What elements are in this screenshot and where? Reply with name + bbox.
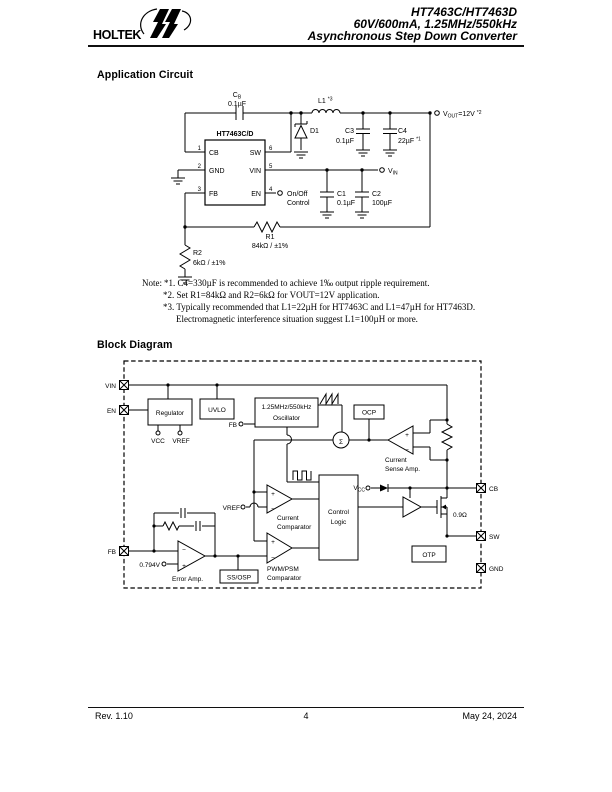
mosfet-body-arrow bbox=[442, 505, 447, 510]
gate-driver-triangle bbox=[403, 497, 421, 517]
r1-value: 84kΩ / ±1% bbox=[251, 243, 289, 250]
header-rule bbox=[88, 45, 524, 47]
pin3-label: FB bbox=[209, 191, 218, 198]
r2-value: 6kΩ / ±1% bbox=[193, 260, 226, 267]
r1-label: R1 bbox=[265, 234, 275, 241]
current-comparator-label-line2: Comparator bbox=[277, 524, 312, 531]
pin4-number: 4 bbox=[269, 187, 273, 193]
c4-label: C4 bbox=[398, 128, 407, 135]
ea-plus: + bbox=[182, 563, 186, 570]
en-control-line2: Control bbox=[287, 200, 310, 207]
pin2-label: GND bbox=[209, 168, 225, 175]
diode-label: D1 bbox=[310, 128, 319, 135]
ss-osp-label: SS/OSP bbox=[226, 574, 252, 582]
pin-fb bbox=[120, 547, 129, 556]
pwm-psm-comparator-label-line1: PWM/PSM bbox=[267, 566, 299, 573]
inductor-label: L1 $^{*3}$ bbox=[318, 96, 333, 105]
vcc-diode-terminal bbox=[366, 486, 370, 490]
regulator-label: Regulator bbox=[155, 410, 185, 417]
header-spec-line: 60V/600mA, 1.25MHz/550kHz bbox=[353, 17, 517, 31]
capacitor-c1-plates bbox=[320, 192, 334, 197]
c2-label: C2 bbox=[372, 191, 381, 198]
bootstrap-diode bbox=[380, 484, 388, 492]
csa-plus: + bbox=[405, 432, 409, 439]
pwm-plus: + bbox=[271, 539, 275, 546]
feedback-resistor bbox=[163, 522, 179, 530]
vcc-diode-label: $V_{CC}$ bbox=[353, 485, 365, 494]
ea-minus: − bbox=[182, 547, 186, 554]
vcc-out-terminal bbox=[156, 431, 160, 435]
ic-name: HT7463C/D bbox=[216, 131, 254, 138]
vref-out-terminal bbox=[178, 431, 182, 435]
pin-en bbox=[120, 406, 129, 415]
pin1-label: CB bbox=[209, 150, 219, 157]
note-2: *2. Set R1=84kΩ and R2=6kΩ for VOUT=12V application. bbox=[163, 290, 380, 300]
square-wave-icon bbox=[293, 471, 311, 480]
pin-cb bbox=[477, 484, 486, 493]
pin-vin bbox=[120, 381, 129, 390]
c2-value: 100µF bbox=[372, 200, 392, 207]
pin2-number: 2 bbox=[197, 164, 201, 170]
pin-cb-label: CB bbox=[489, 486, 499, 493]
ocp-label: OCP bbox=[361, 409, 377, 417]
feedback-cap-plates bbox=[181, 508, 200, 531]
footer-rule bbox=[88, 707, 524, 708]
c3-label: C3 bbox=[345, 128, 354, 135]
current-sense-amp-label-line2: Sense Amp. bbox=[385, 466, 421, 473]
error-amp-label: Error Amp. bbox=[172, 576, 204, 583]
pwm-minus: − bbox=[271, 555, 275, 562]
header-subtitle: Asynchronous Step Down Converter bbox=[307, 29, 517, 43]
vin-terminal bbox=[380, 168, 385, 173]
capacitor-c3-plates bbox=[356, 129, 370, 134]
oscillator-label-line1: 1.25MHz/550kHz bbox=[261, 404, 312, 411]
block-diagram bbox=[95, 355, 515, 595]
pin4-label: EN bbox=[251, 191, 261, 198]
footer-page-number: 4 bbox=[303, 711, 309, 721]
c1-value: 0.1µF bbox=[337, 200, 356, 207]
note-1: *1. C4=330µF is recommended to achieve 1‰ output ripple requirement. bbox=[164, 278, 430, 288]
oscillator-label-line2: Oscillator bbox=[272, 415, 301, 422]
holtek-logo bbox=[88, 5, 200, 47]
fb-osc-terminal bbox=[239, 422, 243, 426]
c1-label: C1 bbox=[337, 191, 346, 198]
en-terminal bbox=[278, 191, 283, 196]
sense-resistor bbox=[442, 424, 452, 450]
inductor-l1 bbox=[312, 110, 340, 113]
vout-terminal bbox=[435, 111, 440, 116]
sigma-symbol: Σ bbox=[338, 439, 344, 446]
c4-value: 22µF $^{*1}$ bbox=[398, 136, 421, 145]
pin-fb-label: FB bbox=[107, 549, 116, 556]
pin-gnd bbox=[477, 564, 486, 573]
resistor-r1 bbox=[254, 222, 280, 232]
application-circuit-diagram bbox=[85, 88, 545, 293]
en-control-line1: On/Off bbox=[287, 191, 308, 198]
note-3: *3. Typically recommended that L1=22µH for HT7463C and L1=47µH for HT7463D. bbox=[163, 302, 476, 312]
resistor-r2 bbox=[180, 245, 190, 269]
csa-minus: − bbox=[405, 447, 409, 454]
notes bbox=[142, 277, 552, 325]
pin3-number: 3 bbox=[197, 187, 201, 193]
current-comparator-label-line1: Current bbox=[277, 515, 299, 522]
pin5-number: 5 bbox=[269, 164, 273, 170]
capacitor-c2-plates bbox=[355, 192, 369, 197]
block-diagram-heading: Block Diagram bbox=[97, 339, 173, 351]
vin-label: $V_{IN}$ bbox=[388, 168, 398, 177]
pwm-psm-comparator-label-line2: Comparator bbox=[267, 575, 302, 582]
pin6-label: SW bbox=[249, 150, 261, 157]
cc-minus: − bbox=[271, 506, 275, 513]
pin6-number: 6 bbox=[269, 146, 273, 152]
footer-date: May 24, 2024 bbox=[462, 711, 517, 721]
vref-label: VREF bbox=[172, 438, 190, 445]
capacitor-c4-plates bbox=[383, 129, 397, 134]
pin5-label: VIN bbox=[249, 168, 261, 175]
otp-label: OTP bbox=[422, 552, 436, 559]
current-sense-amp-triangle bbox=[388, 426, 413, 454]
header-product-name: HT7463C/HT7463D bbox=[410, 5, 517, 19]
cb-cap-name: $C_B$ bbox=[232, 92, 242, 101]
current-sense-amp-label-line1: Current bbox=[385, 457, 407, 464]
vout-label: $V_{OUT}=12V$ $^{*2}$ bbox=[443, 110, 482, 120]
r2-label: R2 bbox=[193, 250, 202, 257]
note-3-continued: Electromagnetic interference situation suggest L1=100µH or more. bbox=[176, 314, 418, 324]
notes-prefix: Note: bbox=[142, 278, 162, 288]
pin-gnd-label: GND bbox=[489, 566, 504, 573]
uvlo-label: UVLO bbox=[208, 407, 226, 414]
control-logic-label-line1: Control bbox=[328, 509, 349, 516]
cc-plus: + bbox=[271, 491, 275, 498]
footer-revision: Rev. 1.10 bbox=[95, 711, 133, 721]
pin-vin-label: VIN bbox=[105, 383, 116, 390]
pin-sw-label: SW bbox=[489, 534, 500, 541]
vref-in-terminal bbox=[241, 505, 245, 509]
control-logic-label-line2: Logic bbox=[330, 519, 347, 526]
fb-osc-label: FB bbox=[228, 422, 237, 429]
c3-value: 0.1µF bbox=[335, 138, 354, 145]
ref-voltage-terminal bbox=[162, 562, 166, 566]
vcc-label: VCC bbox=[151, 438, 165, 445]
rds-on-label: 0.9Ω bbox=[453, 512, 467, 519]
vref-in-label: VREF bbox=[222, 505, 240, 512]
pin-sw bbox=[477, 532, 486, 541]
pin-en-label: EN bbox=[106, 408, 116, 415]
header-title bbox=[308, 6, 517, 42]
holtek-logo-text: HOLTEK bbox=[93, 28, 142, 42]
pin1-number: 1 bbox=[197, 146, 201, 152]
application-circuit-heading: Application Circuit bbox=[97, 69, 194, 81]
holtek-logo-emblem bbox=[141, 9, 191, 38]
ref-voltage-label: 0.794V bbox=[139, 562, 160, 569]
cb-cap-value: 0.1µF bbox=[227, 101, 247, 108]
capacitor-cb-plates bbox=[236, 106, 243, 120]
control-logic-block bbox=[319, 475, 358, 560]
diode-d1 bbox=[295, 121, 307, 138]
oscillator-block bbox=[255, 398, 318, 427]
sawtooth-waveform-icon bbox=[320, 394, 338, 404]
